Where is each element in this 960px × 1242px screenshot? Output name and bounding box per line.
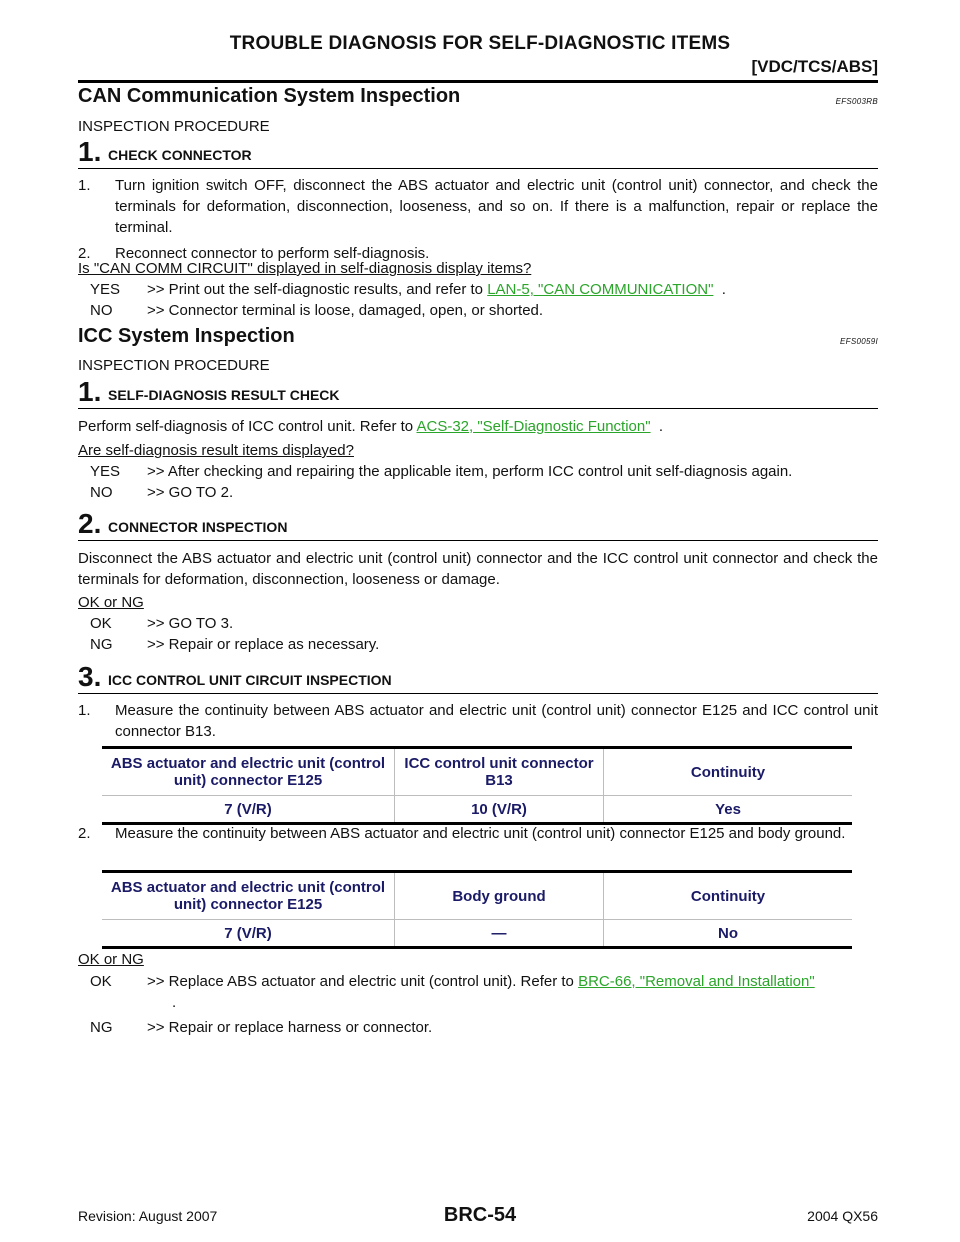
can-step-1-header (78, 138, 878, 169)
answer-label: YES (90, 463, 121, 480)
can-section-code: EFS003RB (835, 97, 878, 106)
icc-step-1-header (78, 378, 878, 409)
icc-step-2-header (78, 510, 878, 541)
answer-row (90, 634, 379, 655)
answer-row (90, 1013, 878, 1038)
brc-66-link[interactable]: BRC-66, "Removal and Installation" (578, 973, 815, 990)
answer-label: OK (90, 973, 112, 990)
icc-step-2-answers (90, 613, 379, 655)
icc-procedure-label: INSPECTION PROCEDURE (78, 357, 270, 374)
step-title: CONNECTOR INSPECTION (108, 519, 288, 535)
table-cell: 7 (V/R) (102, 796, 395, 824)
answer-row (90, 300, 726, 321)
icc-step-3-answers (90, 971, 878, 1038)
table-cell: 7 (V/R) (102, 920, 395, 948)
answer-label: NO (90, 484, 113, 501)
icc-step-3-header (78, 663, 878, 694)
continuity-table-1 (102, 746, 852, 825)
list-item: 2. Measure the continuity between ABS actuator and electric unit (control unit) connector E125 and body ground. (78, 825, 846, 842)
answer-row (90, 279, 726, 300)
can-procedure-label: INSPECTION PROCEDURE (78, 118, 270, 135)
step-title: CHECK CONNECTOR (108, 147, 252, 163)
answer-text: >> Connector terminal is loose, damaged, open, or shorted. (147, 302, 544, 319)
list-item: 1. Turn ignition switch OFF, disconnect the ABS actuator and electric unit (control unit) connector, and check the terminals for deformation, disconnection, looseness, and so on. If there is a malfunction, repair or replace the terminal. (78, 177, 878, 236)
table-cell: No (604, 920, 853, 948)
table-cell: — (395, 920, 604, 948)
answer-row (90, 461, 792, 482)
answer-text: >> Print out the self-diagnostic results, and refer to LAN-5, "CAN COMMUNICATION" . (147, 281, 726, 298)
icc-step-3-item-1 (78, 700, 878, 742)
step-number: 2. (78, 508, 102, 539)
step-title: SELF-DIAGNOSIS RESULT CHECK (108, 387, 340, 403)
list-item: 2. Reconnect connector to perform self-diagnosis. (78, 245, 430, 262)
icc-section-title: ICC System Inspection (78, 325, 295, 347)
page-title: TROUBLE DIAGNOSIS FOR SELF-DIAGNOSTIC ITEMS (229, 33, 731, 54)
answer-row (90, 971, 878, 1013)
table-header-cell: ICC control unit connector B13 (395, 748, 604, 796)
answer-label: YES (90, 281, 121, 298)
can-question: Is "CAN COMM CIRCUIT" displayed in self-diagnosis display items? (78, 260, 532, 277)
table-header-cell: ABS actuator and electric unit (control unit) connector E125 (102, 748, 395, 796)
answer-text: >> Repair or replace as necessary. (147, 636, 380, 653)
continuity-table-2 (102, 870, 852, 949)
acs-32-link[interactable]: ACS-32, "Self-Diagnostic Function" (416, 418, 651, 435)
answer-text: >> Repair or replace harness or connector. (147, 1019, 433, 1036)
step-number: 3. (78, 661, 102, 692)
page-subtitle: [VDC/TCS/ABS] (751, 57, 878, 76)
table-cell: Yes (604, 796, 853, 824)
answer-label: NG (90, 636, 113, 653)
answer-label: NO (90, 302, 113, 319)
answer-label: NG (90, 1019, 113, 1036)
table-header-cell: ABS actuator and electric unit (control unit) connector E125 (102, 872, 395, 920)
answer-text: >> Replace ABS actuator and electric unit (control unit). Refer to BRC-66, "Removal and Installation" . (147, 973, 815, 1011)
icc-step-2-question: OK or NG (78, 594, 144, 611)
table-header-cell: Continuity (604, 748, 853, 796)
footer-page-number: BRC-54 (443, 1204, 517, 1226)
table-row (102, 796, 852, 824)
list-item: 1. Measure the continuity between ABS actuator and electric unit (control unit) connector E125 and ICC control unit connector B13. (78, 702, 878, 740)
icc-step-2-text: Disconnect the ABS actuator and electric unit (control unit) connector and the ICC control unit connector and check the terminals for deformation, disconnection, looseness or damage. (78, 550, 878, 588)
answer-row (90, 613, 379, 634)
table-cell: 10 (V/R) (395, 796, 604, 824)
can-section-title: CAN Communication System Inspection (78, 85, 461, 107)
answer-text: >> GO TO 3. (147, 615, 234, 632)
answer-label: OK (90, 615, 112, 632)
table-header-cell: Continuity (604, 872, 853, 920)
table-header-row (102, 872, 852, 920)
header-rule (78, 80, 878, 83)
answer-text: >> After checking and repairing the applicable item, perform ICC control unit self-diagnosis again. (147, 463, 793, 480)
table-header-cell: Body ground (395, 872, 604, 920)
table-row (102, 920, 852, 948)
icc-step-3-question: OK or NG (78, 951, 144, 968)
footer-model: 2004 QX56 (807, 1208, 878, 1224)
answer-row (90, 482, 792, 503)
step-title: ICC CONTROL UNIT CIRCUIT INSPECTION (108, 672, 392, 688)
lan-5-link[interactable]: LAN-5, "CAN COMMUNICATION" (487, 281, 714, 298)
icc-step-1-answers (90, 461, 792, 503)
step-number: 1. (78, 376, 102, 407)
icc-step-1-question: Are self-diagnosis result items displayed? (78, 442, 354, 459)
icc-section-code: EFS0059I (840, 337, 878, 346)
footer-revision: Revision: August 2007 (78, 1208, 218, 1224)
step-number: 1. (78, 136, 102, 167)
can-answers (90, 279, 726, 321)
answer-text: >> GO TO 2. (147, 484, 234, 501)
can-step-1-list (78, 175, 878, 264)
icc-step-3-item-2 (78, 823, 878, 844)
icc-step-1-text: Perform self-diagnosis of ICC control unit. Refer to ACS-32, "Self-Diagnostic Function" . (78, 418, 664, 435)
table-header-row (102, 748, 852, 796)
